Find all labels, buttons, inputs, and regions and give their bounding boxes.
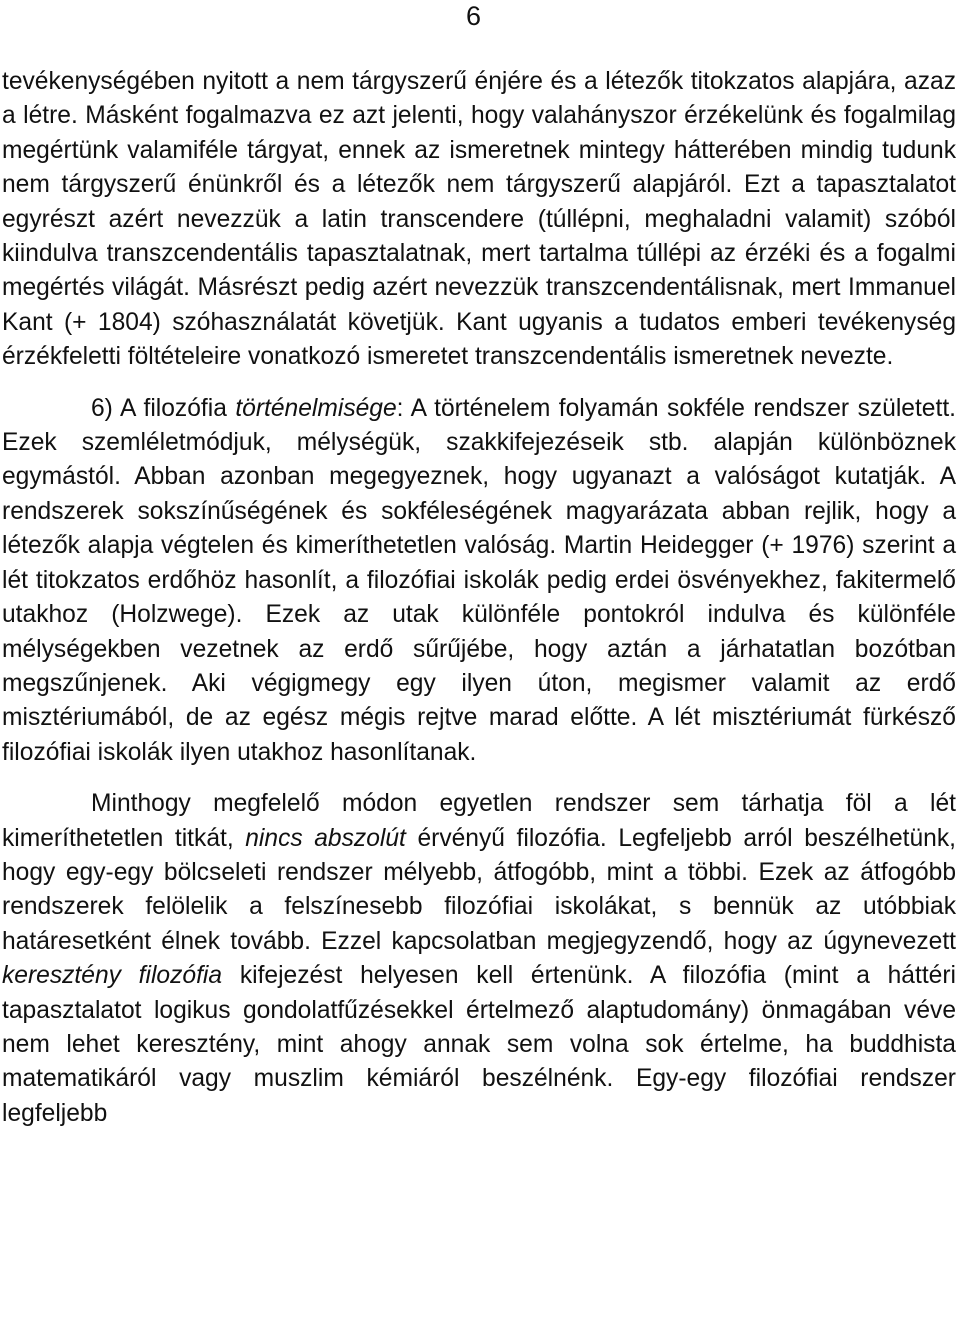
paragraph-2 (2, 392, 956, 770)
paragraph-2-text-b: : A történelem folyamán sokféle rendszer született. Ezek szemléletmódjuk, mélységük, szakkifejezéseik stb. alapján különböznek egymástól. Abban azonban megegyeznek, hogy ugyanazt a valóságot kutatják. A rendszerek sokszínűségének és sokféleségének magyarázata abban rejlik, hogy a létezők alapja végtelen és kimeríthetetlen valóság. Martin Heidegger (+ 1976) szerint a lét titokzatos erdőhöz hasonlít, a filozófiai iskolák pedig erdei ösvényekhez, fakitermelő utakhoz (Holzwege). Ezek az utak különféle pontokról indulva és különféle mélységekben vezetnek az erdő sűrűjébe, hogy aztán a járhatatlan bozótban megszűnjenek. Aki végigmegy egy ilyen úton, megismer valamit az erdő misztériumából, de az egész mégis rejtve marad előtte. A lét misztériumát fürkésző filozófiai iskolák ilyen utakhoz hasonlítanak. (2, 394, 956, 766)
paragraph-3-text-b: érvényű filozófia. Legfeljebb arról beszélhetünk, hogy egy-egy bölcseleti rendszer mélyebb, átfogóbb, mint a többi. Ezek az átfogóbb rendszerek felölelik a felszínesebb filozófiai iskolákat, s bennük az utóbbiak határesetként élnek tovább. Ezzel kapcsolatban megjegyzendő, hogy az úgynevezett (2, 824, 956, 955)
paragraph-3 (2, 787, 956, 1131)
italic-term-kereszteny-filozofia: keresztény filozófia (2, 962, 223, 990)
page-number: 6 (466, 1, 482, 31)
paragraph-1 (2, 65, 956, 375)
paragraph-3-text-c: kifejezést helyesen kell értenünk. A filozófia (mint a háttéri tapasztalatot logikus gondolatfűzésekkel értelmező alaptudomány) önmagában véve nem lehet keresztény, mint ahogy annak sem volna sok értelme, ha buddhista matematikáról vagy muszlim kémiáról beszélnénk. Egy-egy filozófiai rendszer legfeljebb (2, 962, 956, 1127)
paragraph-1-text: tevékenységében nyitott a nem tárgyszerű énjére és a létezők titokzatos alapjára, azaz a létre. Másként fogalmazva ez azt jelenti, hogy valahányszor érzékelünk és fogalmilag megértünk valamiféle tárgyat, ennek az ismeretnek mintegy hátterében mindig tudunk nem tárgyszerű énünkről és a létezők nem tárgyszerű alapjáról. Ezt a tapasztalatot egyrészt azért nevezzük a latin transcendere (túllépni, meghaladni valamit) szóból kiindulva transzcendentális tapasztalatnak, mert tartalma túllépi az érzéki és a fogalmi megértés világát. Másrészt pedig azért nevezzük transzcendentálisnak, mert Immanuel Kant (+ 1804) szóhasználatát követjük. Kant ugyanis a tudatos emberi tevékenység érzékfeletti föltételeire vonatkozó ismeretet transzcendentális ismeretnek nevezte. (2, 68, 956, 371)
text-body (2, 65, 956, 1131)
paragraph-3-text-a: Minthogy megfelelő módon egyetlen rendszer sem tárhatja föl a lét kimeríthetetlen titkát, (2, 790, 956, 852)
italic-term-nincs-abszolut: nincs abszolút (245, 824, 406, 852)
paragraph-2-text-a: 6) A filozófia (91, 394, 236, 422)
italic-term-tortenelmisege: történelmisége (235, 394, 397, 422)
